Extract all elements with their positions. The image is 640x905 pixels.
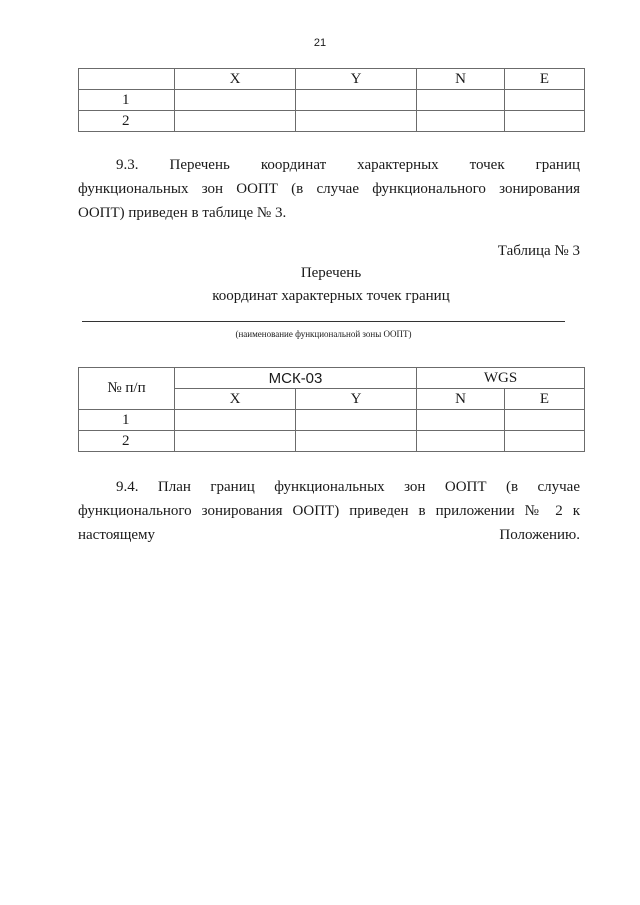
row-number: 1 [79, 410, 175, 431]
table-cell [505, 111, 585, 132]
table-cell [296, 111, 417, 132]
table-header-cell: Y [296, 69, 417, 90]
table-header-cell: N [417, 69, 505, 90]
table-cell [417, 431, 505, 452]
table-header-cell: X [175, 69, 296, 90]
table-header-row [79, 368, 585, 389]
table-cell [505, 90, 585, 111]
paragraph-line: настоящему Положению. [78, 527, 580, 543]
table-cell [505, 431, 585, 452]
fill-in-line [82, 321, 565, 322]
column-group-msk: МСК-03 [175, 368, 417, 389]
table-caption: Таблица № 3 [497, 243, 580, 259]
paragraph-line: функциональных зон ООПТ (в случае функционального зонирования [78, 181, 580, 197]
coordinates-table-1 [78, 68, 585, 132]
table-cell [296, 410, 417, 431]
table-cell [296, 431, 417, 452]
paragraph-9-3 [78, 153, 580, 225]
paragraph-line: ООПТ) приведен в таблице № 3. [78, 205, 287, 221]
paragraph-9-4 [78, 475, 580, 547]
table-row [79, 90, 585, 111]
coordinates-table-3 [78, 367, 585, 452]
table-header-cell: X [175, 389, 296, 410]
paragraph-line: 9.4. План границ функциональных зон ООПТ (в случае [116, 479, 580, 495]
table-cell [175, 111, 296, 132]
table-row [79, 431, 585, 452]
page-number: 21 [313, 37, 327, 49]
column-group-wgs: WGS [417, 368, 585, 389]
table-heading-subtitle: координат характерных точек границ [212, 288, 450, 304]
row-number: 2 [79, 111, 175, 132]
table-row [79, 111, 585, 132]
table-header-cell: E [505, 69, 585, 90]
table-header-cell: Y [296, 389, 417, 410]
column-header-number: № п/п [79, 368, 175, 410]
table-cell [175, 410, 296, 431]
table-header-cell: E [505, 389, 585, 410]
table-row [79, 410, 585, 431]
table-header-cell [79, 69, 175, 90]
row-number: 1 [79, 90, 175, 111]
field-hint: (наименование функциональной зоны ООПТ) [235, 329, 412, 339]
table-cell [417, 111, 505, 132]
table-cell [175, 431, 296, 452]
table-cell [417, 90, 505, 111]
table-cell [296, 90, 417, 111]
table-header-cell: N [417, 389, 505, 410]
paragraph-line: 9.3. Перечень координат характерных точек границ [116, 157, 580, 173]
row-number: 2 [79, 431, 175, 452]
table-cell [417, 410, 505, 431]
table-header-row [79, 69, 585, 90]
paragraph-line: функционального зонирования ООПТ) приведен в приложении № 2 к [78, 503, 580, 519]
table-cell [505, 410, 585, 431]
table-heading-title: Перечень [300, 265, 362, 281]
table-cell [175, 90, 296, 111]
